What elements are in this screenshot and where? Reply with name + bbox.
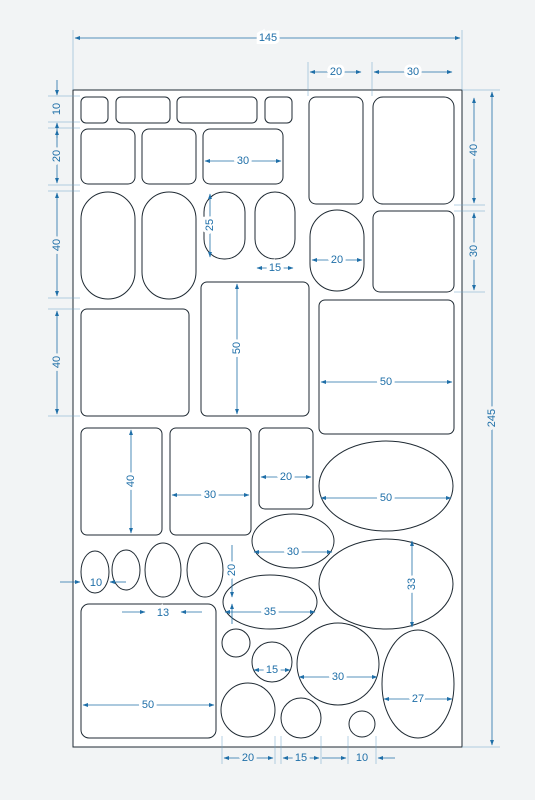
dim-rect-w-30: 30 <box>203 488 217 501</box>
shape-right-rect-30-small <box>373 211 454 292</box>
dim-oval-10: 10 <box>89 576 103 589</box>
dim-bottom-10: 10 <box>355 751 369 764</box>
shape-rect-20-mid <box>259 428 313 509</box>
shape-ellipse-50-a <box>319 441 453 531</box>
shape-rect-30-mid <box>170 428 251 535</box>
dim-ellipse-33: 33 <box>405 577 418 591</box>
shape-rect-50-right <box>319 300 454 434</box>
shape-rect-tall-50 <box>201 282 309 416</box>
shape-ellipse-27 <box>382 630 454 738</box>
dim-overall-height: 245 <box>485 408 498 428</box>
shape-ellipse-35 <box>223 575 317 629</box>
dim-bottom-20: 20 <box>241 751 255 764</box>
shape-oval-2 <box>112 550 140 590</box>
dim-circle-15: 15 <box>265 663 279 676</box>
dim-slot-w-30: 30 <box>236 154 250 167</box>
shape-circle-15-bottom <box>281 698 321 738</box>
shape-right-rect-20 <box>309 97 363 204</box>
shape-ellipse-30-b <box>297 623 379 705</box>
dim-rect-w-20: 20 <box>279 470 293 483</box>
dim-overall-width: 145 <box>258 31 278 44</box>
shape-vertical-pill-20 <box>310 210 364 291</box>
shape-rect-20-b <box>142 129 196 184</box>
shape-circle-tiny <box>222 629 250 657</box>
dim-bottom-15: 15 <box>294 751 308 764</box>
dim-rect-w-50: 50 <box>379 375 393 388</box>
shape-pill-small <box>255 192 295 259</box>
dim-ellipse-35: 35 <box>263 605 277 618</box>
dim-pill-w-15: 15 <box>268 261 282 274</box>
shape-small-rect-1 <box>81 97 108 123</box>
dim-gap-20: 20 <box>225 563 238 577</box>
dim-col-right-2: 30 <box>406 65 420 78</box>
shape-circle-10-bottom <box>349 711 375 737</box>
dim-square-50: 50 <box>141 698 155 711</box>
dim-ellipse-50: 50 <box>379 491 393 504</box>
shape-rect-40x40 <box>81 309 189 416</box>
dim-circle-20: 20 <box>330 253 344 266</box>
dim-ellipse-30b: 30 <box>331 670 345 683</box>
dim-ellipse-27: 27 <box>411 692 425 705</box>
shape-rect-20-a <box>81 129 135 184</box>
shape-circle-20-bottom <box>221 683 275 737</box>
dim-row-1: 10 <box>50 102 63 116</box>
shape-circle-15 <box>252 642 292 682</box>
shape-ellipse-30-a <box>252 514 334 568</box>
shape-small-rect-2 <box>116 97 170 123</box>
dim-oval-13: 13 <box>156 606 170 619</box>
shape-oval-3 <box>145 543 181 597</box>
shape-small-rect-4 <box>265 97 292 123</box>
dim-pill-h-25: 25 <box>203 218 216 232</box>
dim-ellipse-30: 30 <box>286 545 300 558</box>
shape-pill-large-1 <box>81 192 135 299</box>
shape-square-50 <box>81 604 216 738</box>
dim-col-right-1: 20 <box>329 65 343 78</box>
dim-row-4: 40 <box>50 355 63 369</box>
shape-small-rect-3 <box>177 97 257 123</box>
shape-oval-4 <box>187 543 223 597</box>
dim-row-3: 40 <box>50 238 63 252</box>
shape-ellipse-33 <box>319 539 453 629</box>
dim-right-h1: 40 <box>467 143 480 157</box>
dim-rect-h-40: 40 <box>124 474 137 488</box>
shape-pill-large-2 <box>142 192 196 299</box>
dim-tall-50: 50 <box>230 341 243 355</box>
dim-row-2: 20 <box>50 149 63 163</box>
dim-right-h2: 30 <box>467 244 480 258</box>
shape-right-rect-30 <box>373 97 454 204</box>
shape-rect-40-tall <box>81 428 162 535</box>
